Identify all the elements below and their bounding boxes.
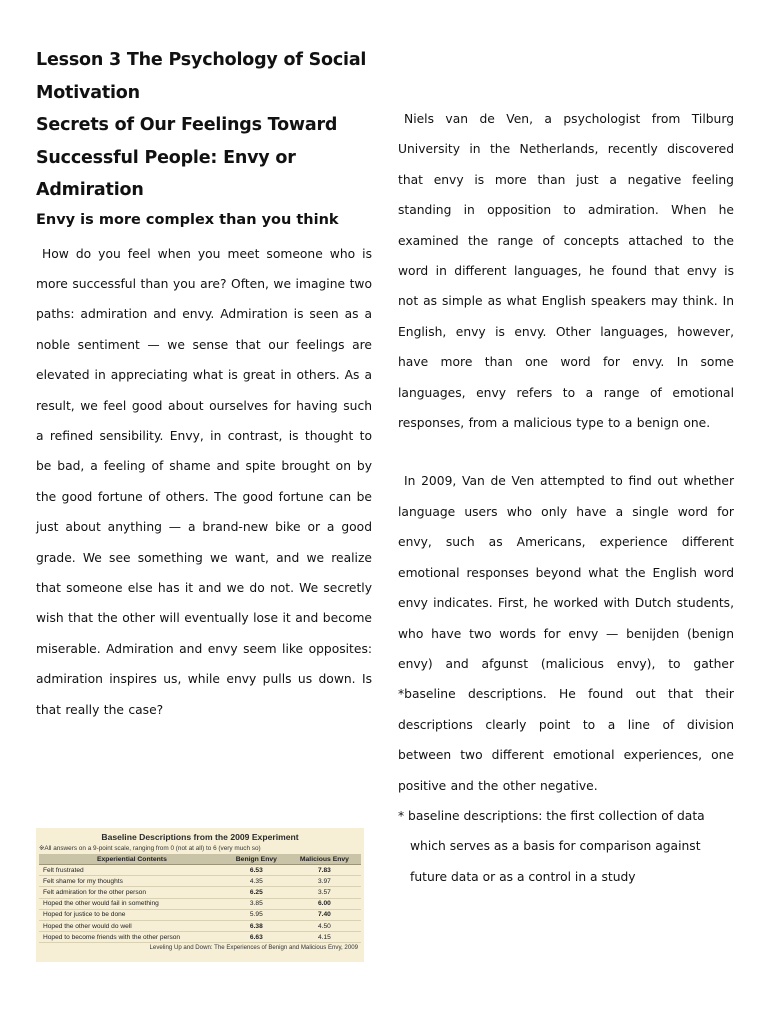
table-row — [39, 920, 361, 931]
figure-title: Baseline Descriptions from the 2009 Experiment — [101, 832, 299, 842]
malicious-value: 7.40 — [288, 909, 361, 920]
malicious-value: 6.00 — [288, 898, 361, 909]
benign-value: 6.25 — [225, 887, 288, 898]
article-title-line-1: Secrets of Our Feelings Toward — [36, 115, 338, 135]
benign-value: 4.35 — [225, 876, 288, 887]
row-label: Hoped for justice to be done — [39, 909, 225, 920]
intro-paragraph: How do you feel when you meet someone who is more successful than you are? Often, we imagine two paths: admiration and envy. Admiration is seen as a noble sentiment — we sense that our feelings are elevated in appreciating what is great in others. As a result, we feel good about ourselves for having such a refined sensibility. Envy, in contrast, is thought to be bad, a feeling of shame and spite brought on by the good fortune of others. The good fortune can be just about anything — a brand-new bike or a good grade. We see something we want, and we realize that someone else has it and we do not. We secretly wish that the other will eventually lose it and become miserable. Admiration and envy seem like opposites: admiration inspires us, while envy pulls us down. Is that really the case? — [36, 246, 372, 717]
row-label: Felt frustrated — [39, 865, 225, 876]
benign-value: 6.63 — [225, 932, 288, 943]
benign-value: 3.85 — [225, 898, 288, 909]
malicious-value: 4.15 — [288, 932, 361, 943]
row-label: Felt shame for my thoughts — [39, 876, 225, 887]
baseline-table — [39, 854, 361, 943]
row-label: Hoped the other would fail in something — [39, 898, 225, 909]
malicious-value: 4.50 — [288, 920, 361, 931]
baseline-descriptions-table-figure — [36, 828, 364, 962]
benign-value: 5.95 — [225, 909, 288, 920]
table-row — [39, 876, 361, 887]
footnote-line-3: future data or as a control in a study — [410, 869, 636, 884]
malicious-value: 3.97 — [288, 876, 361, 887]
experiment-paragraph: In 2009, Van de Ven attempted to find out whether language users who only have a single word for envy, such as Americans, experience different emotional responses beyond what the English word envy indicates. First, he worked with Dutch students, who have two words for envy — benijden (benign envy) and afgunst (malicious envy), to gather *baseline descriptions. He found out that their descriptions clearly point to a line of division between two different emotional experiences, one positive and the other negative. — [398, 474, 734, 793]
article-title-line-2: Successful People: Envy or — [36, 147, 296, 168]
benign-value: 6.53 — [225, 865, 288, 876]
footnote-line-1: * baseline descriptions: the first collection of data — [398, 808, 705, 823]
table-row — [39, 865, 361, 876]
lesson-title-line-2: Motivation — [36, 82, 140, 103]
section-subheading: Envy is more complex than you think — [36, 211, 339, 228]
footnote-line-2: which serves as a basis for comparison against — [410, 839, 701, 854]
left-column — [36, 44, 372, 725]
lesson-title-line-1: Lesson 3 The Psychology of Social — [36, 50, 367, 70]
table-row — [39, 887, 361, 898]
row-label: Hoped the other would do well — [39, 920, 225, 931]
article-title-line-3: Admiration — [36, 180, 144, 200]
table-row — [39, 898, 361, 909]
col-header-contents: Experiential Contents — [39, 854, 225, 865]
col-header-malicious: Malicious Envy — [288, 854, 361, 865]
malicious-value: 7.83 — [288, 865, 361, 876]
van-de-ven-paragraph: Niels van de Ven, a psychologist from Tilburg University in the Netherlands, recently discovered that envy is more than just a negative feeling standing in opposition to admiration. When he examined the range of concepts attached to the word in different languages, he found that envy is not as simple as what English speakers may think. In English, envy is envy. Other languages, however, have more than one word for envy. In some languages, envy refers to a range of emotional responses, from a malicious type to a benign one. — [398, 112, 734, 431]
table-header-row — [39, 854, 361, 865]
table-row — [39, 932, 361, 943]
row-label: Hoped to become friends with the other person — [39, 932, 225, 943]
col-header-benign: Benign Envy — [225, 854, 288, 865]
right-column — [398, 104, 734, 892]
benign-value: 6.38 — [225, 920, 288, 931]
malicious-value: 3.57 — [288, 887, 361, 898]
row-label: Felt admiration for the other person — [39, 887, 225, 898]
figure-source: Leveling Up and Down: The Experiences of Benign and Malicious Envy, 2009 — [149, 944, 358, 952]
table-row — [39, 909, 361, 920]
figure-scale-note: ※All answers on a 9-point scale, ranging from 0 (not at all) to 6 (very much so) — [39, 845, 261, 852]
